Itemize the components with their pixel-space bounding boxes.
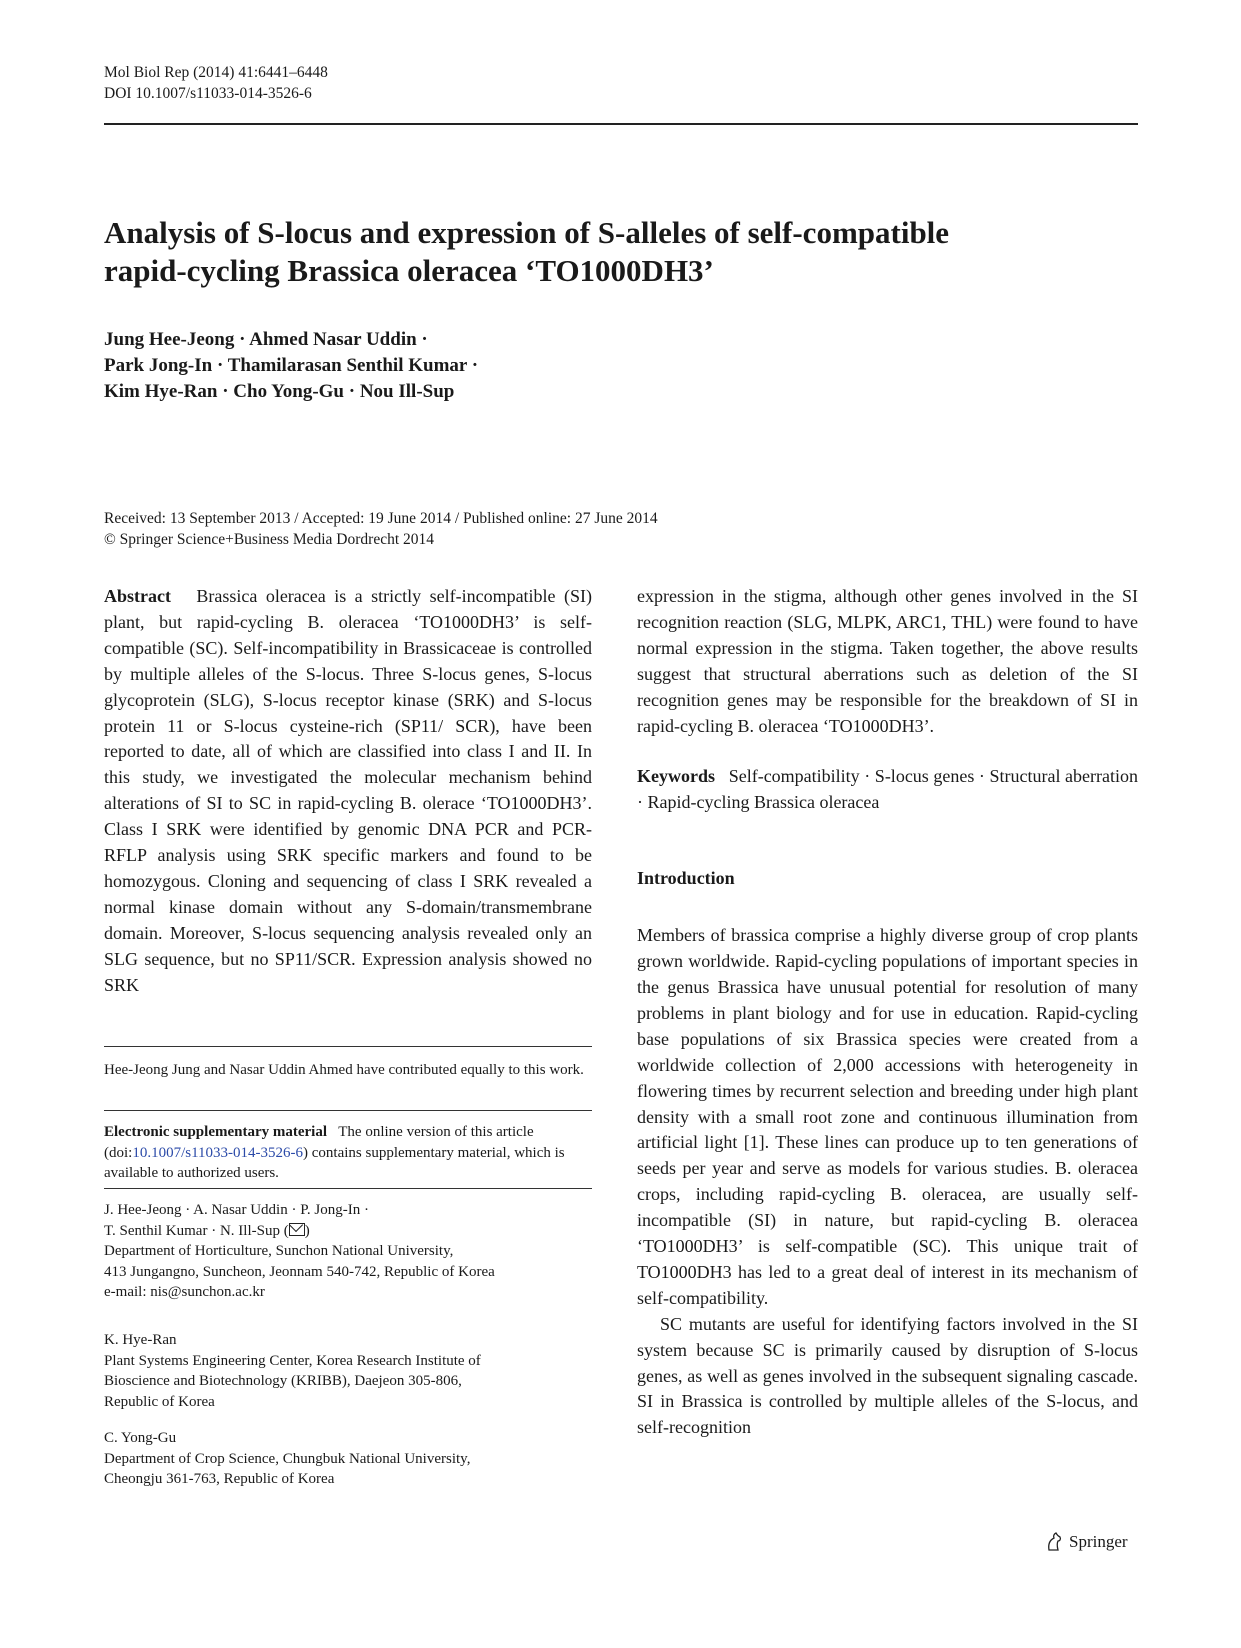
- publisher-name: Springer: [1069, 1532, 1128, 1551]
- authors-line-1: Jung Hee-Jeong · Ahmed Nasar Uddin ·: [104, 329, 428, 350]
- abstract-text: Brassica oleracea is a strictly self-incompatible (SI) plant, but rapid-cycling B. oleracea ‘TO1000DH3’ is self-compatible (SC). Self-incompatibility in Brassicaceae is controlled by multiple alleles of the S-locus. Three S-locus genes, S-locus glycoprotein (SLG), S-locus receptor kinase (SRK) and S-locus protein 11 or S-locus cysteine-rich (SP11/ SCR), have been reported to date, all of which are classified into class I and II. In this study, we investigated the molecular mechanism behind alterations of SI to SC in rapid-cycling B. olerace ‘TO1000DH3’. Class I SRK were identified by genomic DNA PCR and PCR-RFLP analysis using SRK specific markers and found to be homozygous. Cloning and sequencing of class I SRK revealed a normal kinase domain without any S-domain/transmembrane domain. Moreover, S-locus sequencing analysis revealed only an SLG sequence, but no SP11/SCR. Expression analysis showed no SRK: [104, 586, 593, 995]
- keywords: [637, 764, 1138, 816]
- aff1-address: 413 Jungangno, Suncheon, Jeonnam 540-742, Republic of Korea: [104, 1263, 495, 1280]
- aff1-email: e-mail: nis@sunchon.ac.kr: [104, 1284, 265, 1300]
- aff3-name: C. Yong-Gu: [104, 1430, 177, 1446]
- esm-label: Electronic supplementary material: [104, 1124, 328, 1140]
- envelope-icon: [289, 1223, 305, 1236]
- publisher-logo: [1045, 1532, 1128, 1552]
- title-line-2: rapid-cycling Brassica oleracea ‘TO1000DH3’: [104, 253, 714, 288]
- springer-horse-icon: [1045, 1532, 1063, 1552]
- aff2-line-2: Bioscience and Biotechnology (KRIBB), Daejeon 305-806,: [104, 1373, 462, 1389]
- title-line-1: Analysis of S-locus and expression of S-alleles of self-compatible: [104, 215, 950, 250]
- copyright: © Springer Science+Business Media Dordrecht 2014: [104, 531, 435, 548]
- footnote-rule-2: [104, 1110, 592, 1111]
- history-dates: Received: 13 September 2013 / Accepted: 19 June 2014 / Published online: 27 June 2014: [104, 510, 658, 527]
- right-column: [637, 584, 1138, 1441]
- esm-text-2: ) contains supplementary material, which is available to authorized users.: [104, 1144, 565, 1181]
- footnote-rule-1: [104, 1046, 592, 1047]
- publication-history: [104, 508, 658, 550]
- doi: DOI 10.1007/s11033-014-3526-6: [104, 85, 312, 102]
- introduction-heading: Introduction: [637, 868, 735, 889]
- equal-contribution-note: Hee-Jeong Jung and Nasar Uddin Ahmed have contributed equally to this work.: [104, 1062, 584, 1078]
- esm-doi-link[interactable]: 10.1007/s11033-014-3526-6: [132, 1144, 304, 1161]
- header-rule: [104, 123, 1138, 125]
- intro-paragraph-1: Members of brassica comprise a highly diverse group of crop plants grown worldwide. Rapid-cycling populations of important species in the genus Brassica have unusual potential for resolution of many problems in plant biology and for use in education. Rapid-cycling base populations of six Brassica species were created from a worldwide collection of 2,000 accessions with heterogeneity in flowering times by recurrent selection and breeding under high plant density with a small root zone and continuous illumination from artificial light [1]. These lines can produce up to ten generations of seeds per year and serve as models for various studies. B. oleracea crops, including rapid-cycling B. oleracea, are usually self-incompatible (SI) in nature, but rapid-cycling B. oleracea ‘TO1000DH3’ is self-compatible (SC). This unique trait of TO1000DH3 has led to a great deal of interest in its mechanism of self-compatibility.: [637, 925, 1138, 1308]
- abstract-column: [104, 584, 592, 999]
- affiliation-2: [104, 1330, 592, 1412]
- aff2-line-3: Republic of Korea: [104, 1393, 215, 1410]
- abstract: [104, 584, 592, 999]
- aff3-line-1: Department of Crop Science, Chungbuk National University,: [104, 1450, 471, 1467]
- keywords-label: Keywords: [637, 766, 715, 787]
- abstract-label: Abstract: [104, 586, 171, 606]
- paper-title: [104, 214, 1144, 290]
- author-list: [104, 327, 478, 405]
- esm-note: [104, 1122, 592, 1184]
- journal-citation: Mol Biol Rep (2014) 41:6441–6448: [104, 64, 328, 81]
- aff2-line-1: Plant Systems Engineering Center, Korea Research Institute of: [104, 1352, 481, 1369]
- affiliation-1: [104, 1200, 592, 1303]
- authors-line-2: Park Jong-In · Thamilarasan Senthil Kumar ·: [104, 355, 479, 376]
- aff2-name: K. Hye-Ran: [104, 1332, 177, 1348]
- footnote-rule-3: [104, 1188, 592, 1189]
- aff3-line-2: Cheongju 361-763, Republic of Korea: [104, 1471, 335, 1487]
- aff1-department: Department of Horticulture, Sunchon National University,: [104, 1243, 454, 1259]
- affiliation-3: [104, 1428, 592, 1490]
- esm-text-1: The online version of this article (doi:: [104, 1124, 534, 1161]
- aff1-names-2: T. Senthil Kumar · N. Ill-Sup ( ): [104, 1222, 310, 1239]
- keywords-text: Self-compatibility · S-locus genes · Structural aberration · Rapid-cycling Brassica oleracea: [637, 766, 1138, 813]
- journal-header: [104, 62, 328, 104]
- authors-line-3: Kim Hye-Ran · Cho Yong-Gu · Nou Ill-Sup: [104, 381, 455, 402]
- abstract-continued: expression in the stigma, although other genes involved in the SI recognition reaction (SLG, MLPK, ARC1, THL) were found to have normal expression in the stigma. Taken together, the above results suggest that structural aberrations such as deletion of the SI recognition genes may be responsible for the breakdown of SI in rapid-cycling B. oleracea ‘TO1000DH3’.: [637, 586, 1138, 736]
- aff1-names-1: J. Hee-Jeong · A. Nasar Uddin · P. Jong-In ·: [104, 1202, 369, 1218]
- intro-paragraph-2: SC mutants are useful for identifying factors involved in the SI system because SC is primarily caused by disruption of S-locus genes, as well as genes involved in the subsequent signaling cascade. SI in Brassica is controlled by multiple alleles of the S-locus, and self-recognition: [637, 1313, 1138, 1438]
